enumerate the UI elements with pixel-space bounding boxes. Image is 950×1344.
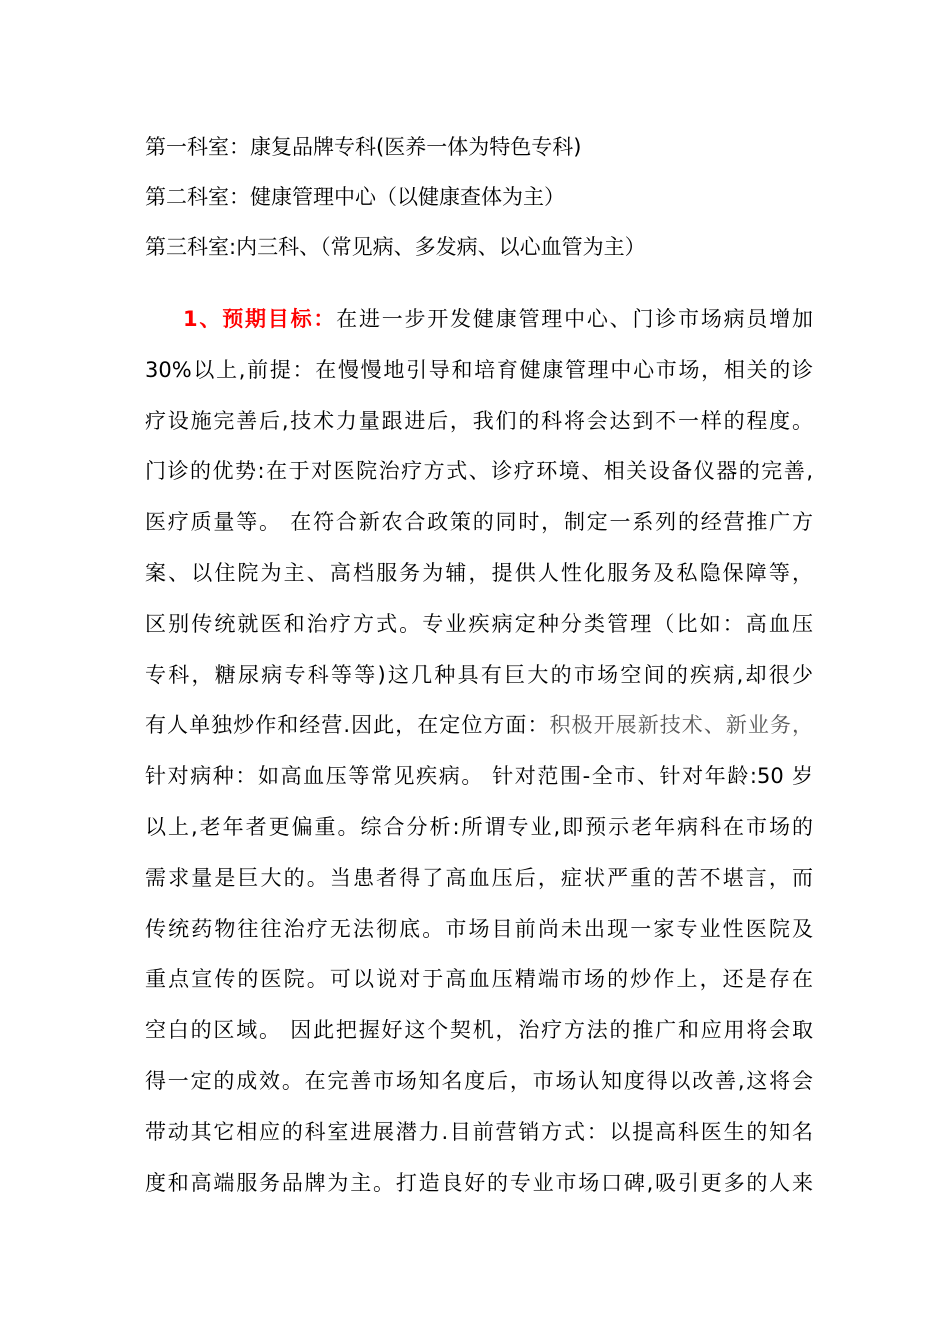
paragraph-line	[145, 710, 813, 740]
department-line-1: 第一科室：康复品牌专科(医养一体为特色专科)	[145, 135, 582, 159]
paragraph-line: 医疗质量等。 在符合新农合政策的同时，制定一系列的经营推广方	[145, 510, 813, 535]
paragraph-line: 案、以住院为主、高档服务为辅，提供人性化服务及私隐保障等，	[145, 560, 813, 585]
paragraph-line: 30%以上,前提：在慢慢地引导和培育健康管理中心市场，相关的诊	[145, 357, 813, 382]
paragraph-line: 以上,老年者更偏重。综合分析:所谓专业,即预示老年病科在市场的	[145, 814, 813, 839]
paragraph-line: 区别传统就医和治疗方式。专业疾病定种分类管理（比如：高血压	[145, 611, 813, 636]
paragraph-line: 针对病种：如高血压等常见疾病。 针对范围-全市、针对年龄:50 岁	[145, 764, 813, 789]
paragraph-text: 有人单独炒作和经营.因此，在定位方面：	[145, 713, 550, 738]
department-list	[145, 132, 825, 282]
paragraph-line: 传统药物往往治疗无法彻底。市场目前尚未出现一家专业性医院及	[145, 916, 813, 941]
highlight-phrase: 积极开展新技术、新业务，	[549, 713, 813, 738]
section-heading: 1、预期目标：	[183, 307, 337, 331]
paragraph-line: 度和高端服务品牌为主。打造良好的专业市场口碑,吸引更多的人来	[145, 1170, 813, 1195]
department-line-3: 第三科室:内三科、（常见病、多发病、以心血管为主）	[145, 235, 646, 259]
paragraph-line: 得一定的成效。在完善市场知名度后，市场认知度得以改善,这将会	[145, 1068, 813, 1093]
paragraph-line: 疗设施完善后,技术力量跟进后，我们的科将会达到不一样的程度。	[145, 408, 813, 433]
department-line-2: 第二科室：健康管理中心（以健康查体为主）	[145, 185, 565, 209]
paragraph-line: 需求量是巨大的。当患者得了高血压后，症状严重的苦不堪言，而	[145, 865, 813, 890]
goal-section	[145, 304, 813, 1218]
paragraph-line: 空白的区域。 因此把握好这个契机，治疗方法的推广和应用将会取	[145, 1018, 813, 1043]
paragraph-line: 门诊的优势:在于对医院治疗方式、诊疗环境、相关设备仪器的完善,	[145, 459, 813, 484]
paragraph-text: 在进一步开发健康管理中心、门诊市场病员增加	[336, 307, 813, 331]
paragraph-line: 带动其它相应的科室进展潜力.目前营销方式：以提高科医生的知名	[145, 1119, 813, 1144]
paragraph-line: 专科，糖尿病专科等等)这几种具有巨大的市场空间的疾病,却很少	[145, 662, 813, 687]
paragraph-line	[145, 304, 813, 334]
paragraph-line: 重点宣传的医院。可以说对于高血压精端市场的炒作上，还是存在	[145, 967, 813, 992]
